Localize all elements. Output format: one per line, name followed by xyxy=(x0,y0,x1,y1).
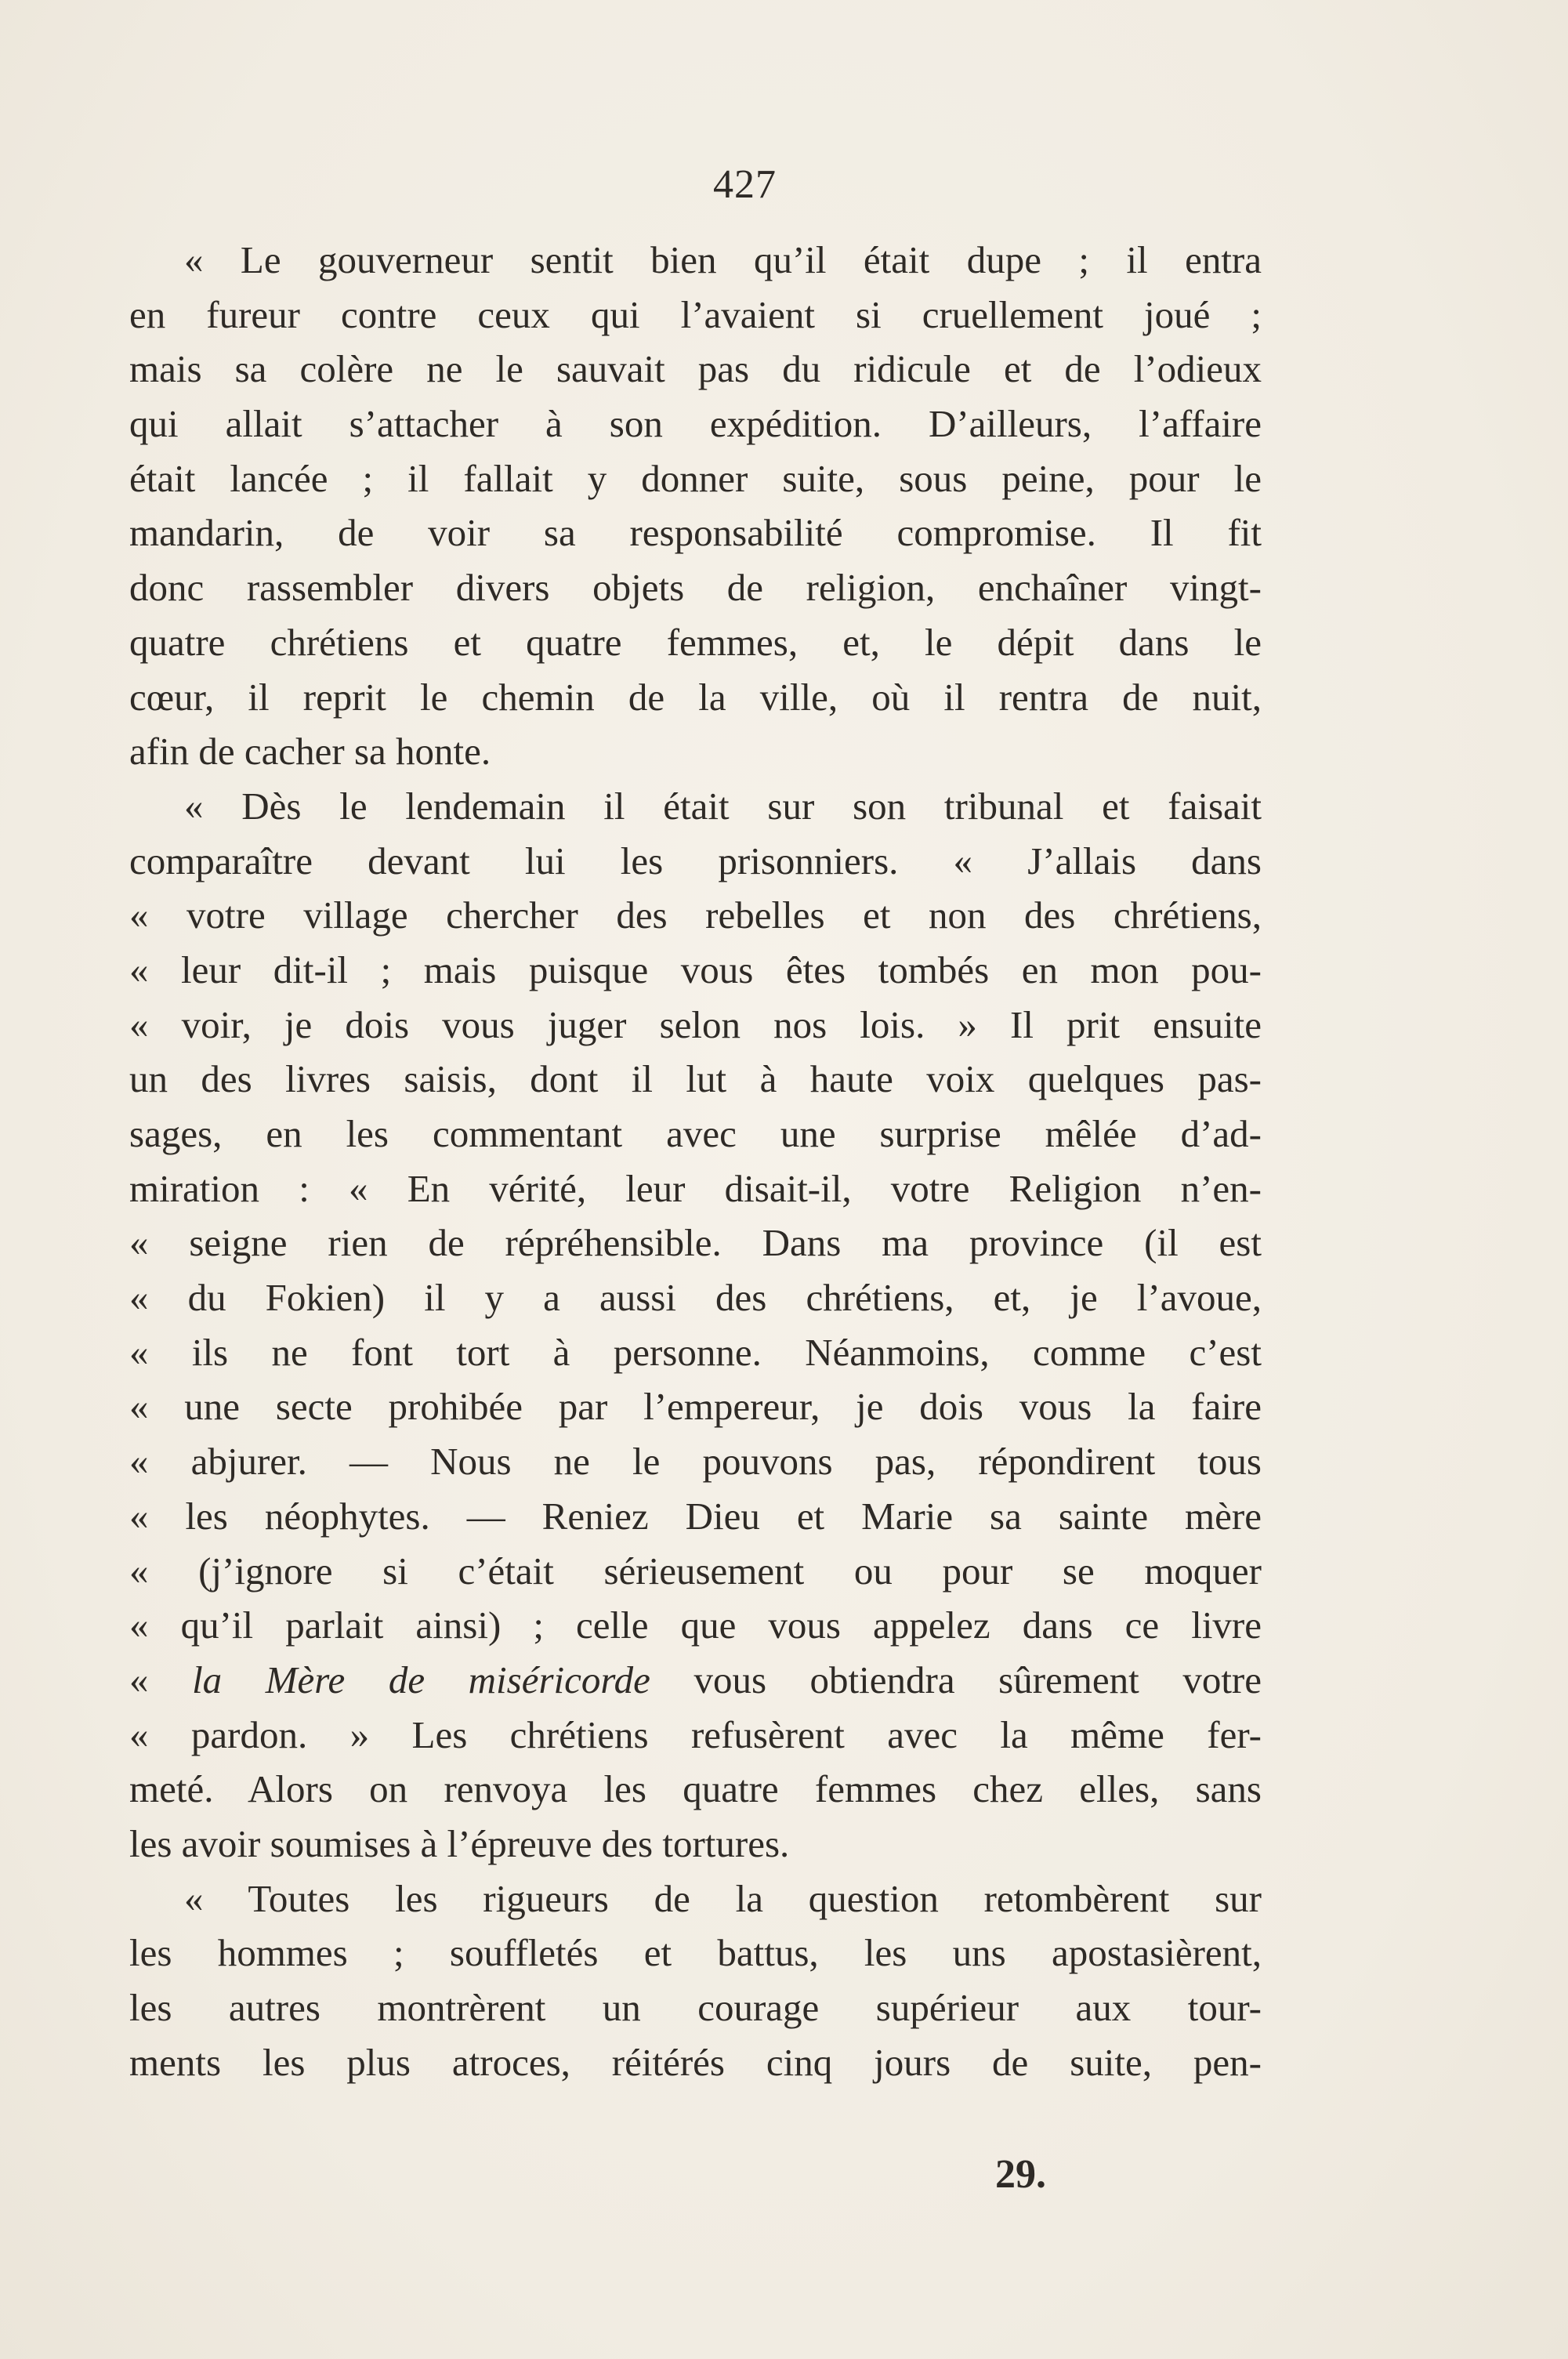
text-line: « (j’ignore si c’était sérieusement ou pour se moquer xyxy=(129,1549,1262,1593)
text-line: les avoir soumises à l’épreuve des tortures. xyxy=(129,1821,790,1865)
body-text xyxy=(129,233,1262,2089)
text-line: mais sa colère ne le sauvait pas du ridicule et de l’odieux xyxy=(129,347,1262,391)
text-line: « pardon. » Les chrétiens refusèrent avec la même fer- xyxy=(129,1712,1262,1756)
text-line: miration : « En vérité, leur disait-il, votre Religion n’en- xyxy=(129,1166,1262,1210)
text-line: « une secte prohibée par l’empereur, je dois vous la faire xyxy=(129,1385,1262,1429)
text-line: qui allait s’attacher à son expédition. D’ailleurs, l’affaire xyxy=(129,402,1262,446)
text-line: « Dès le lendemain il était sur son tribunal et faisait xyxy=(184,784,1262,828)
text-line: « ils ne font tort à personne. Néanmoins, comme c’est xyxy=(129,1330,1262,1374)
signature-mark: 29. xyxy=(995,2152,1046,2197)
text-line: « les néophytes. — Reniez Dieu et Marie sa sainte mère xyxy=(129,1494,1262,1538)
text-line: les autres montrèrent un courage supérieur aux tour- xyxy=(129,1986,1262,2029)
text-line: « voir, je dois vous juger selon nos lois. » Il prit ensuite xyxy=(129,1002,1262,1046)
text-line: « leur dit-il ; mais puisque vous êtes tombés en mon pou- xyxy=(129,948,1262,991)
text-line: « Toutes les rigueurs de la question retombèrent sur xyxy=(184,1876,1262,1920)
text-line: un des livres saisis, dont il lut à haute voix quelques pas- xyxy=(129,1057,1262,1101)
text-line: quatre chrétiens et quatre femmes, et, le dépit dans le xyxy=(129,620,1262,664)
text-line: comparaître devant lui les prisonniers. « J’allais dans xyxy=(129,839,1262,882)
text-line: « seigne rien de répréhensible. Dans ma province (il est xyxy=(129,1221,1262,1265)
text-line: était lancée ; il fallait y donner suite, sous peine, pour le xyxy=(129,456,1262,500)
text-line: afin de cacher sa honte. xyxy=(129,730,491,774)
text-line: « du Fokien) il y a aussi des chrétiens, et, je l’avoue, xyxy=(129,1276,1262,1320)
text-line: donc rassembler divers objets de religion, enchaîner vingt- xyxy=(129,566,1262,610)
text-line: « votre village chercher des rebelles et non des chrétiens, xyxy=(129,893,1262,937)
page-number: 427 xyxy=(713,162,777,207)
text-line: ments les plus atroces, réitérés cinq jours de suite, pen- xyxy=(129,2040,1262,2084)
text-line: mandarin, de voir sa responsabilité compromise. Il fit xyxy=(129,511,1262,555)
text-line: « abjurer. — Nous ne le pouvons pas, répondirent tous xyxy=(129,1440,1262,1484)
text-line: « Le gouverneur sentit bien qu’il était dupe ; il entra xyxy=(184,238,1262,281)
text-line: « la Mère de miséricorde vous obtiendra sûrement votre xyxy=(129,1658,1262,1701)
text-line: meté. Alors on renvoya les quatre femmes chez elles, sans xyxy=(129,1767,1262,1811)
text-line: sages, en les commentant avec une surprise mêlée d’ad- xyxy=(129,1112,1262,1155)
text-line: en fureur contre ceux qui l’avaient si cruellement joué ; xyxy=(129,292,1262,336)
text-line: « qu’il parlait ainsi) ; celle que vous appelez dans ce livre xyxy=(129,1603,1262,1647)
text-line: cœur, il reprit le chemin de la ville, où il rentra de nuit, xyxy=(129,675,1262,719)
text-line: les hommes ; souffletés et battus, les uns apostasièrent, xyxy=(129,1931,1262,1975)
